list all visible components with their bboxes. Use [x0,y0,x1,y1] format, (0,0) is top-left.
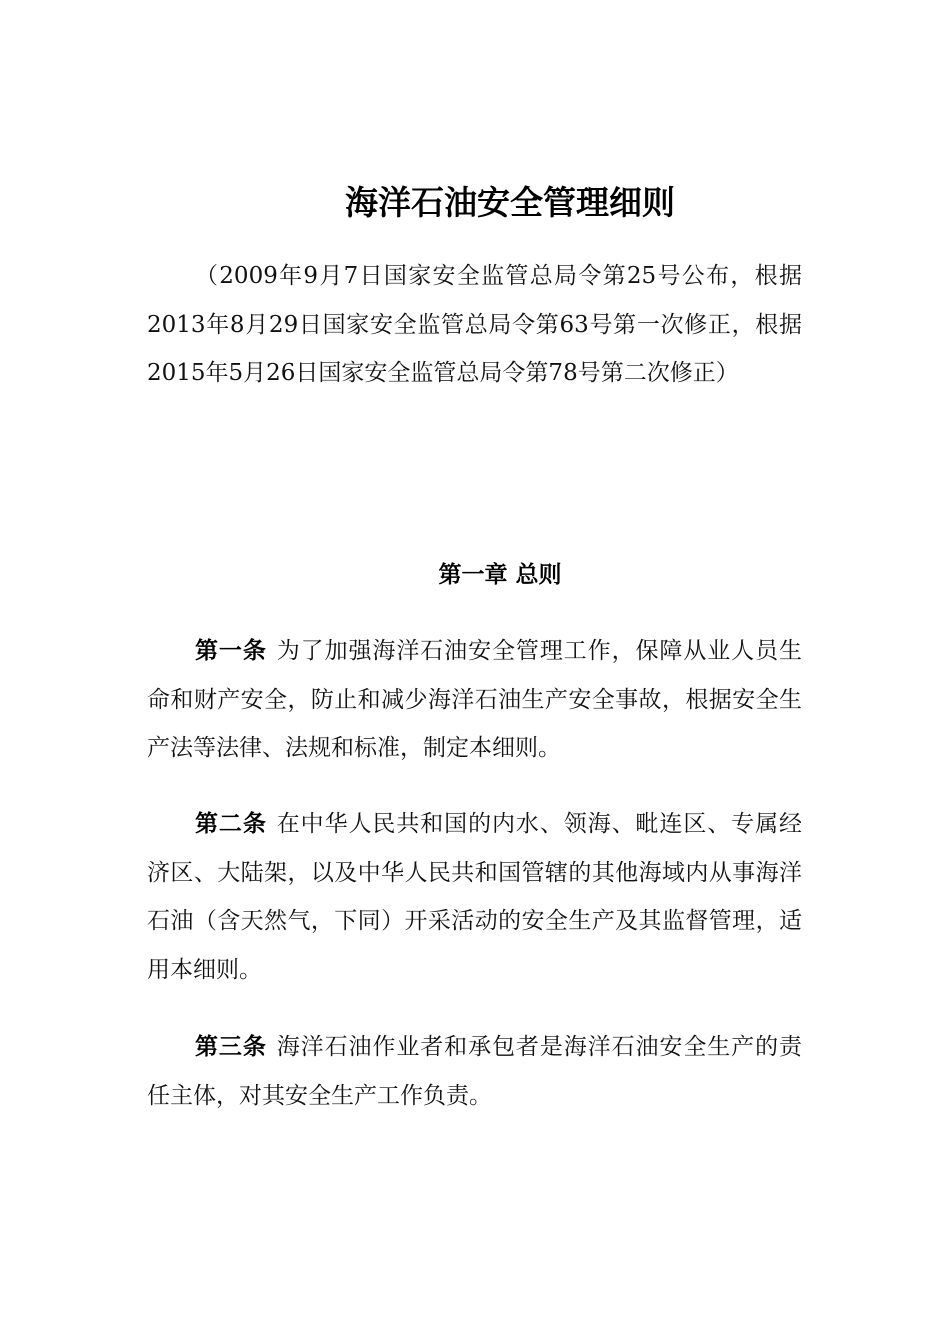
article-text: 海洋石油作业者和承包者是海洋石油安全生产的责任主体，对其安全生产工作负责。 [147,1034,802,1109]
article-text: 为了加强海洋石油安全管理工作，保障从业人员生命和财产安全，防止和减少海洋石油生产安全事故，根据安全生产法等法律、法规和标准，制定本细则。 [147,638,802,762]
document-title: 海洋石油安全管理细则 [345,183,675,222]
article-paragraph [147,627,802,773]
chapter-heading: 第一章 总则 [438,562,562,588]
article-paragraph [147,800,802,995]
article-paragraph [147,1023,802,1120]
article-label: 第二条 [195,811,267,837]
article-label: 第一条 [195,638,267,664]
article-label: 第三条 [195,1034,267,1060]
revision-note: （2009年9月7日国家安全监管总局令第25号公布，根据2013年8月29日国家安全监管总局令第63号第一次修正，根据2015年5月26日国家安全监管总局令第78号第二次修正） [147,263,802,387]
article-text: 在中华人民共和国的内水、领海、毗连区、专属经济区、大陆架，以及中华人民共和国管辖的其他海域内从事海洋石油（含天然气，下同）开采活动的安全生产及其监督管理，适用本细则。 [147,811,802,984]
